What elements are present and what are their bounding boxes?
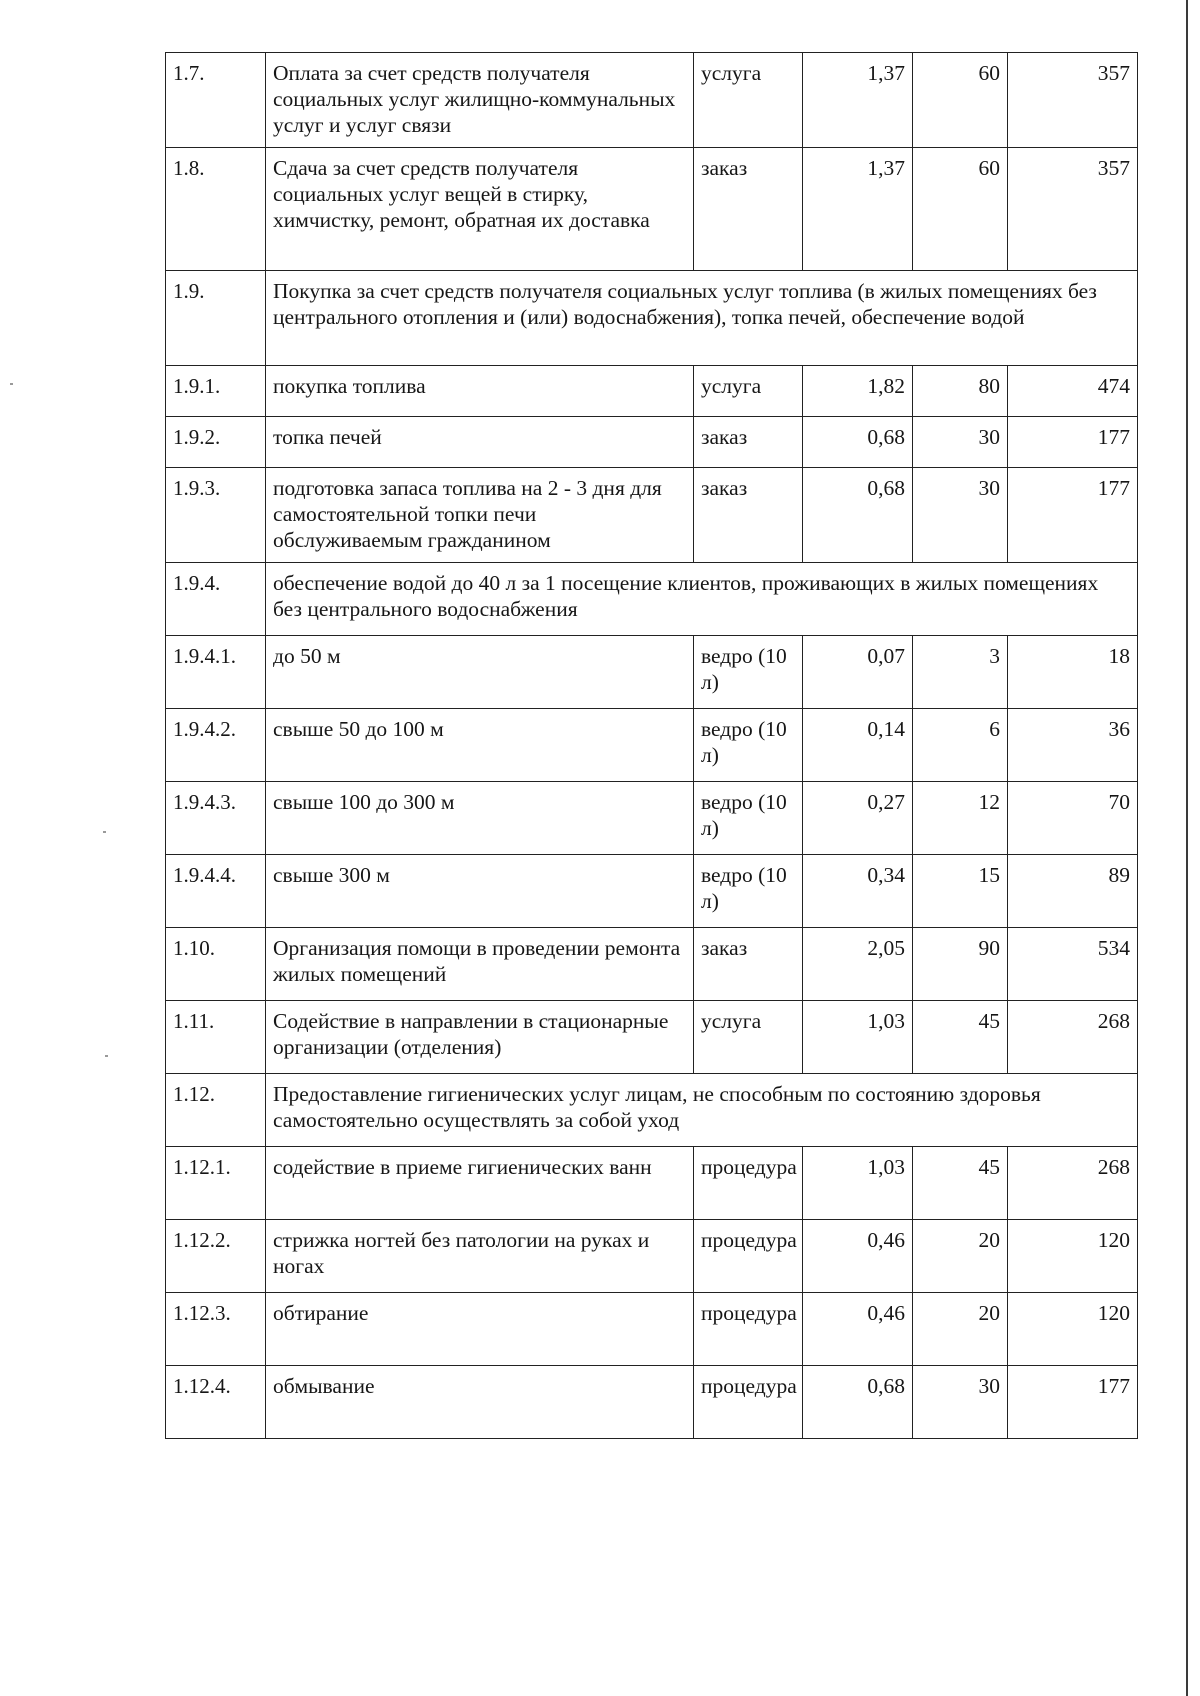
value-price: 177 xyxy=(1008,468,1138,563)
section-title: Покупка за счет средств получателя социальных услуг топлива (в жилых помещениях без центрального отопления и (или) водоснабжения), топка печей, обеспечение водой xyxy=(266,271,1138,366)
service-name: стрижка ногтей без патологии на руках и ногах xyxy=(266,1220,694,1293)
value-price: 18 xyxy=(1008,636,1138,709)
table-row xyxy=(166,468,1138,563)
value-minutes: 90 xyxy=(913,928,1008,1001)
service-name: свыше 100 до 300 м xyxy=(266,782,694,855)
row-number: 1.9.4. xyxy=(166,563,266,636)
value-price: 357 xyxy=(1008,53,1138,148)
value-minutes: 45 xyxy=(913,1001,1008,1074)
service-unit: ведро (10 л) xyxy=(694,709,803,782)
service-unit: процедура xyxy=(694,1366,803,1439)
value-minutes: 12 xyxy=(913,782,1008,855)
value-minutes: 80 xyxy=(913,366,1008,417)
service-name: обмывание xyxy=(266,1366,694,1439)
row-number: 1.12.1. xyxy=(166,1147,266,1220)
service-unit: услуга xyxy=(694,1001,803,1074)
value-coefficient: 1,37 xyxy=(803,53,913,148)
value-price: 70 xyxy=(1008,782,1138,855)
value-price: 357 xyxy=(1008,148,1138,271)
value-price: 36 xyxy=(1008,709,1138,782)
row-number: 1.9.3. xyxy=(166,468,266,563)
table-row xyxy=(166,782,1138,855)
row-number: 1.12.3. xyxy=(166,1293,266,1366)
table-row xyxy=(166,709,1138,782)
value-coefficient: 0,14 xyxy=(803,709,913,782)
row-number: 1.9.4.1. xyxy=(166,636,266,709)
scan-speck xyxy=(10,383,13,385)
service-unit: услуга xyxy=(694,53,803,148)
value-price: 268 xyxy=(1008,1001,1138,1074)
table-row xyxy=(166,366,1138,417)
table-row xyxy=(166,1147,1138,1220)
value-coefficient: 1,37 xyxy=(803,148,913,271)
value-coefficient: 0,68 xyxy=(803,468,913,563)
value-price: 89 xyxy=(1008,855,1138,928)
row-number: 1.12. xyxy=(166,1074,266,1147)
service-name: свыше 50 до 100 м xyxy=(266,709,694,782)
row-number: 1.10. xyxy=(166,928,266,1001)
service-unit: процедура xyxy=(694,1147,803,1220)
table-row xyxy=(166,636,1138,709)
service-name: содействие в приеме гигиенических ванн xyxy=(266,1147,694,1220)
value-minutes: 20 xyxy=(913,1293,1008,1366)
value-price: 120 xyxy=(1008,1293,1138,1366)
value-minutes: 6 xyxy=(913,709,1008,782)
value-price: 120 xyxy=(1008,1220,1138,1293)
service-name: свыше 300 м xyxy=(266,855,694,928)
services-tariff-table xyxy=(165,52,1138,1439)
service-name: Сдача за счет средств получателя социальных услуг вещей в стирку, химчистку, ремонт, обратная их доставка xyxy=(266,148,694,271)
service-unit: ведро (10 л) xyxy=(694,782,803,855)
value-coefficient: 0,34 xyxy=(803,855,913,928)
value-minutes: 20 xyxy=(913,1220,1008,1293)
scan-speck xyxy=(105,1055,108,1057)
row-number: 1.8. xyxy=(166,148,266,271)
service-unit: заказ xyxy=(694,148,803,271)
value-coefficient: 0,68 xyxy=(803,1366,913,1439)
table-row xyxy=(166,1220,1138,1293)
value-coefficient: 0,07 xyxy=(803,636,913,709)
scan-border-line xyxy=(1186,0,1188,1696)
value-minutes: 60 xyxy=(913,148,1008,271)
service-unit: процедура xyxy=(694,1293,803,1366)
service-name: покупка топлива xyxy=(266,366,694,417)
table-row xyxy=(166,148,1138,271)
row-number: 1.7. xyxy=(166,53,266,148)
value-minutes: 3 xyxy=(913,636,1008,709)
value-coefficient: 0,27 xyxy=(803,782,913,855)
value-price: 474 xyxy=(1008,366,1138,417)
service-name: Содействие в направлении в стационарные организации (отделения) xyxy=(266,1001,694,1074)
service-unit: услуга xyxy=(694,366,803,417)
table-section-row xyxy=(166,271,1138,366)
value-minutes: 60 xyxy=(913,53,1008,148)
row-number: 1.9.2. xyxy=(166,417,266,468)
value-minutes: 45 xyxy=(913,1147,1008,1220)
row-number: 1.9.4.3. xyxy=(166,782,266,855)
service-unit: процедура xyxy=(694,1220,803,1293)
service-unit: заказ xyxy=(694,468,803,563)
value-coefficient: 0,46 xyxy=(803,1220,913,1293)
row-number: 1.9.1. xyxy=(166,366,266,417)
table-row xyxy=(166,1293,1138,1366)
value-coefficient: 0,68 xyxy=(803,417,913,468)
service-unit: ведро (10 л) xyxy=(694,636,803,709)
service-name: Организация помощи в проведении ремонта жилых помещений xyxy=(266,928,694,1001)
value-minutes: 30 xyxy=(913,468,1008,563)
value-coefficient: 1,03 xyxy=(803,1001,913,1074)
value-price: 177 xyxy=(1008,417,1138,468)
service-name: подготовка запаса топлива на 2 - 3 дня для самостоятельной топки печи обслуживаемым гражданином xyxy=(266,468,694,563)
value-coefficient: 1,03 xyxy=(803,1147,913,1220)
table-row xyxy=(166,928,1138,1001)
value-coefficient: 1,82 xyxy=(803,366,913,417)
value-price: 177 xyxy=(1008,1366,1138,1439)
service-name: Оплата за счет средств получателя социальных услуг жилищно-коммунальных услуг и услуг связи xyxy=(266,53,694,148)
service-unit: заказ xyxy=(694,417,803,468)
row-number: 1.9.4.4. xyxy=(166,855,266,928)
table-section-row xyxy=(166,1074,1138,1147)
service-name: до 50 м xyxy=(266,636,694,709)
value-minutes: 15 xyxy=(913,855,1008,928)
service-unit: ведро (10 л) xyxy=(694,855,803,928)
section-title: Предоставление гигиенических услуг лицам, не способным по состоянию здоровья самостоятельно осуществлять за собой уход xyxy=(266,1074,1138,1147)
value-minutes: 30 xyxy=(913,1366,1008,1439)
service-name: топка печей xyxy=(266,417,694,468)
value-coefficient: 2,05 xyxy=(803,928,913,1001)
table-row xyxy=(166,1366,1138,1439)
section-title: обеспечение водой до 40 л за 1 посещение клиентов, проживающих в жилых помещениях без центрального водоснабжения xyxy=(266,563,1138,636)
table-row xyxy=(166,855,1138,928)
row-number: 1.11. xyxy=(166,1001,266,1074)
table-row xyxy=(166,53,1138,148)
value-price: 268 xyxy=(1008,1147,1138,1220)
table-row xyxy=(166,1001,1138,1074)
service-unit: заказ xyxy=(694,928,803,1001)
row-number: 1.12.4. xyxy=(166,1366,266,1439)
value-coefficient: 0,46 xyxy=(803,1293,913,1366)
service-name: обтирание xyxy=(266,1293,694,1366)
row-number: 1.9.4.2. xyxy=(166,709,266,782)
row-number: 1.12.2. xyxy=(166,1220,266,1293)
value-price: 534 xyxy=(1008,928,1138,1001)
value-minutes: 30 xyxy=(913,417,1008,468)
row-number: 1.9. xyxy=(166,271,266,366)
scan-speck xyxy=(103,831,106,833)
table-row xyxy=(166,417,1138,468)
table-section-row xyxy=(166,563,1138,636)
